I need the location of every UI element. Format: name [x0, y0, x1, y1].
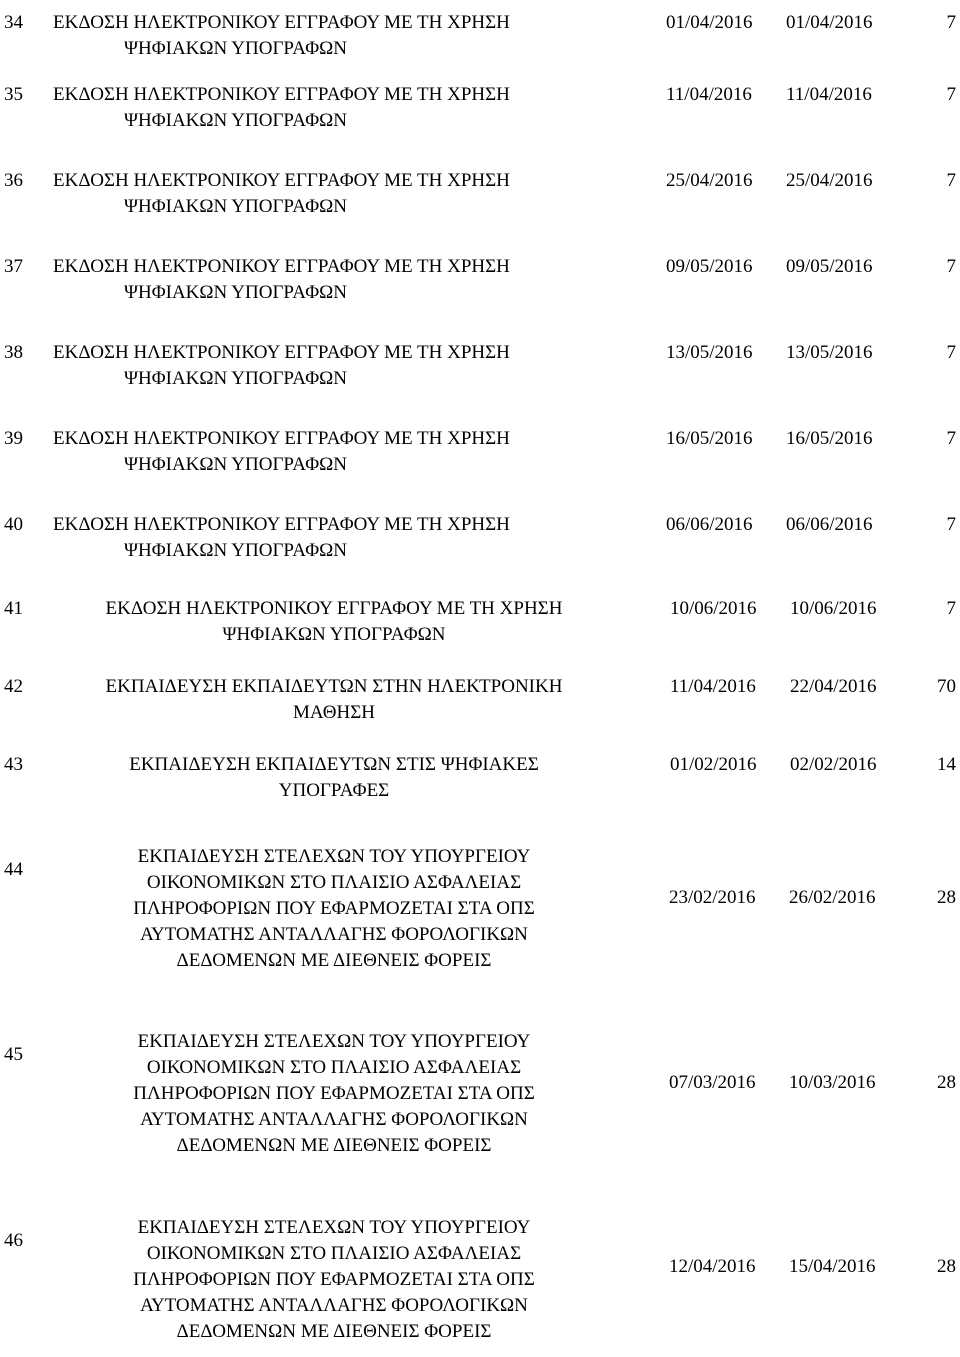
course-title-line: ΕΚΔΟΣΗ ΗΛΕΚΤΡΟΝΙΚΟΥ ΕΓΓΡΑΦΟΥ ΜΕ ΤΗ ΧΡΗΣΗ — [53, 84, 510, 105]
course-title — [53, 82, 510, 134]
row-number: 42 — [4, 676, 23, 697]
hours: 7 — [946, 84, 956, 105]
start-date: 12/04/2016 — [669, 1256, 756, 1277]
course-title-line: ΑΥΤΟΜΑΤΗΣ ΑΝΤΑΛΛΑΓΗΣ ΦΟΡΟΛΟΓΙΚΩΝ — [140, 924, 528, 945]
hours: 7 — [946, 428, 956, 449]
row-number: 44 — [4, 859, 23, 880]
start-date: 16/05/2016 — [666, 428, 753, 449]
end-date: 02/02/2016 — [790, 754, 877, 775]
end-date: 26/02/2016 — [789, 887, 876, 908]
end-date: 11/04/2016 — [786, 84, 872, 105]
end-date: 25/04/2016 — [786, 170, 873, 191]
end-date: 10/03/2016 — [789, 1072, 876, 1093]
course-title — [62, 1215, 606, 1345]
row-number: 35 — [4, 84, 23, 105]
end-date: 10/06/2016 — [790, 598, 877, 619]
course-title — [62, 674, 606, 726]
end-date: 06/06/2016 — [786, 514, 873, 535]
course-title-line: ΨΗΦΙΑΚΩΝ ΥΠΟΓΡΑΦΩΝ — [124, 196, 347, 217]
course-title-line: ΑΥΤΟΜΑΤΗΣ ΑΝΤΑΛΛΑΓΗΣ ΦΟΡΟΛΟΓΙΚΩΝ — [140, 1295, 528, 1316]
course-title-line: ΕΚΠΑΙΔΕΥΣΗ ΕΚΠΑΙΔΕΥΤΩΝ ΣΤΙΣ ΨΗΦΙΑΚΕΣ — [129, 754, 539, 775]
course-title-line: ΨΗΦΙΑΚΩΝ ΥΠΟΓΡΑΦΩΝ — [124, 454, 347, 475]
end-date: 15/04/2016 — [789, 1256, 876, 1277]
start-date: 07/03/2016 — [669, 1072, 756, 1093]
course-title-line: ΕΚΠΑΙΔΕΥΣΗ ΣΤΕΛΕΧΩΝ ΤΟΥ ΥΠΟΥΡΓΕΙΟΥ — [137, 846, 531, 867]
start-date: 06/06/2016 — [666, 514, 753, 535]
hours: 70 — [937, 676, 956, 697]
course-title-line: ΨΗΦΙΑΚΩΝ ΥΠΟΓΡΑΦΩΝ — [124, 110, 347, 131]
end-date: 22/04/2016 — [790, 676, 877, 697]
course-title-line: ΕΚΠΑΙΔΕΥΣΗ ΕΚΠΑΙΔΕΥΤΩΝ ΣΤΗΝ ΗΛΕΚΤΡΟΝΙΚΗ — [105, 676, 563, 697]
course-title-line: ΨΗΦΙΑΚΩΝ ΥΠΟΓΡΑΦΩΝ — [124, 38, 347, 59]
row-number: 39 — [4, 428, 23, 449]
row-number: 34 — [4, 12, 23, 33]
course-title-line: ΜΑΘΗΣΗ — [292, 702, 376, 723]
course-title-line: ΠΛΗΡΟΦΟΡΙΩΝ ΠΟΥ ΕΦΑΡΜΟΖΕΤΑΙ ΣΤΑ ΟΠΣ — [133, 1083, 535, 1104]
hours: 14 — [937, 754, 956, 775]
row-number: 37 — [4, 256, 23, 277]
row-number: 38 — [4, 342, 23, 363]
row-number: 43 — [4, 754, 23, 775]
course-title-line: ΕΚΔΟΣΗ ΗΛΕΚΤΡΟΝΙΚΟΥ ΕΓΓΡΑΦΟΥ ΜΕ ΤΗ ΧΡΗΣΗ — [53, 12, 510, 33]
course-title — [62, 596, 606, 648]
course-title-line: ΕΚΔΟΣΗ ΗΛΕΚΤΡΟΝΙΚΟΥ ΕΓΓΡΑΦΟΥ ΜΕ ΤΗ ΧΡΗΣΗ — [53, 514, 510, 535]
start-date: 23/02/2016 — [669, 887, 756, 908]
row-number: 40 — [4, 514, 23, 535]
end-date: 13/05/2016 — [786, 342, 873, 363]
row-number: 41 — [4, 598, 23, 619]
start-date: 01/04/2016 — [666, 12, 753, 33]
end-date: 09/05/2016 — [786, 256, 873, 277]
course-title — [53, 426, 510, 478]
hours: 7 — [946, 256, 956, 277]
course-title — [53, 512, 510, 564]
hours: 28 — [937, 1256, 956, 1277]
hours: 7 — [946, 12, 956, 33]
course-title-line: ΔΕΔΟΜΕΝΩΝ ΜΕ ΔΙΕΘΝΕΙΣ ΦΟΡΕΙΣ — [176, 1321, 492, 1342]
course-title-line: ΔΕΔΟΜΕΝΩΝ ΜΕ ΔΙΕΘΝΕΙΣ ΦΟΡΕΙΣ — [176, 950, 492, 971]
course-title-line: ΕΚΔΟΣΗ ΗΛΕΚΤΡΟΝΙΚΟΥ ΕΓΓΡΑΦΟΥ ΜΕ ΤΗ ΧΡΗΣΗ — [105, 598, 563, 619]
course-title-line: ΕΚΔΟΣΗ ΗΛΕΚΤΡΟΝΙΚΟΥ ΕΓΓΡΑΦΟΥ ΜΕ ΤΗ ΧΡΗΣΗ — [53, 428, 510, 449]
row-number: 46 — [4, 1230, 23, 1251]
course-title-line: ΨΗΦΙΑΚΩΝ ΥΠΟΓΡΑΦΩΝ — [124, 368, 347, 389]
end-date: 01/04/2016 — [786, 12, 873, 33]
course-title-line: ΠΛΗΡΟΦΟΡΙΩΝ ΠΟΥ ΕΦΑΡΜΟΖΕΤΑΙ ΣΤΑ ΟΠΣ — [133, 898, 535, 919]
row-number: 45 — [4, 1044, 23, 1065]
course-title-line: ΨΗΦΙΑΚΩΝ ΥΠΟΓΡΑΦΩΝ — [222, 624, 446, 645]
start-date: 09/05/2016 — [666, 256, 753, 277]
start-date: 13/05/2016 — [666, 342, 753, 363]
course-title-line: ΕΚΔΟΣΗ ΗΛΕΚΤΡΟΝΙΚΟΥ ΕΓΓΡΑΦΟΥ ΜΕ ΤΗ ΧΡΗΣΗ — [53, 342, 510, 363]
hours: 7 — [946, 342, 956, 363]
row-number: 36 — [4, 170, 23, 191]
course-title-line: ΑΥΤΟΜΑΤΗΣ ΑΝΤΑΛΛΑΓΗΣ ΦΟΡΟΛΟΓΙΚΩΝ — [140, 1109, 528, 1130]
course-title-line: ΕΚΔΟΣΗ ΗΛΕΚΤΡΟΝΙΚΟΥ ΕΓΓΡΑΦΟΥ ΜΕ ΤΗ ΧΡΗΣΗ — [53, 256, 510, 277]
course-title-line: ΥΠΟΓΡΑΦΕΣ — [278, 780, 390, 801]
start-date: 01/02/2016 — [670, 754, 757, 775]
start-date: 25/04/2016 — [666, 170, 753, 191]
course-title — [53, 254, 510, 306]
course-title-line: ΨΗΦΙΑΚΩΝ ΥΠΟΓΡΑΦΩΝ — [124, 540, 347, 561]
hours: 7 — [946, 598, 956, 619]
end-date: 16/05/2016 — [786, 428, 873, 449]
course-title-line: ΨΗΦΙΑΚΩΝ ΥΠΟΓΡΑΦΩΝ — [124, 282, 347, 303]
course-title — [62, 844, 606, 974]
course-title — [62, 752, 606, 804]
course-title-line: ΟΙΚΟΝΟΜΙΚΩΝ ΣΤΟ ΠΛΑΙΣΙΟ ΑΣΦΑΛΕΙΑΣ — [146, 1057, 522, 1078]
start-date: 11/04/2016 — [670, 676, 756, 697]
course-title — [53, 10, 510, 62]
course-title — [62, 1029, 606, 1159]
hours: 7 — [946, 170, 956, 191]
course-title-line: ΕΚΠΑΙΔΕΥΣΗ ΣΤΕΛΕΧΩΝ ΤΟΥ ΥΠΟΥΡΓΕΙΟΥ — [137, 1217, 531, 1238]
hours: 28 — [937, 887, 956, 908]
course-title-line: ΔΕΔΟΜΕΝΩΝ ΜΕ ΔΙΕΘΝΕΙΣ ΦΟΡΕΙΣ — [176, 1135, 492, 1156]
hours: 7 — [946, 514, 956, 535]
course-title-line: ΟΙΚΟΝΟΜΙΚΩΝ ΣΤΟ ΠΛΑΙΣΙΟ ΑΣΦΑΛΕΙΑΣ — [146, 1243, 522, 1264]
hours: 28 — [937, 1072, 956, 1093]
start-date: 11/04/2016 — [666, 84, 752, 105]
course-title-line: ΟΙΚΟΝΟΜΙΚΩΝ ΣΤΟ ΠΛΑΙΣΙΟ ΑΣΦΑΛΕΙΑΣ — [146, 872, 522, 893]
course-title — [53, 340, 510, 392]
course-title — [53, 168, 510, 220]
start-date: 10/06/2016 — [670, 598, 757, 619]
course-title-line: ΕΚΔΟΣΗ ΗΛΕΚΤΡΟΝΙΚΟΥ ΕΓΓΡΑΦΟΥ ΜΕ ΤΗ ΧΡΗΣΗ — [53, 170, 510, 191]
course-title-line: ΠΛΗΡΟΦΟΡΙΩΝ ΠΟΥ ΕΦΑΡΜΟΖΕΤΑΙ ΣΤΑ ΟΠΣ — [133, 1269, 535, 1290]
course-title-line: ΕΚΠΑΙΔΕΥΣΗ ΣΤΕΛΕΧΩΝ ΤΟΥ ΥΠΟΥΡΓΕΙΟΥ — [137, 1031, 531, 1052]
